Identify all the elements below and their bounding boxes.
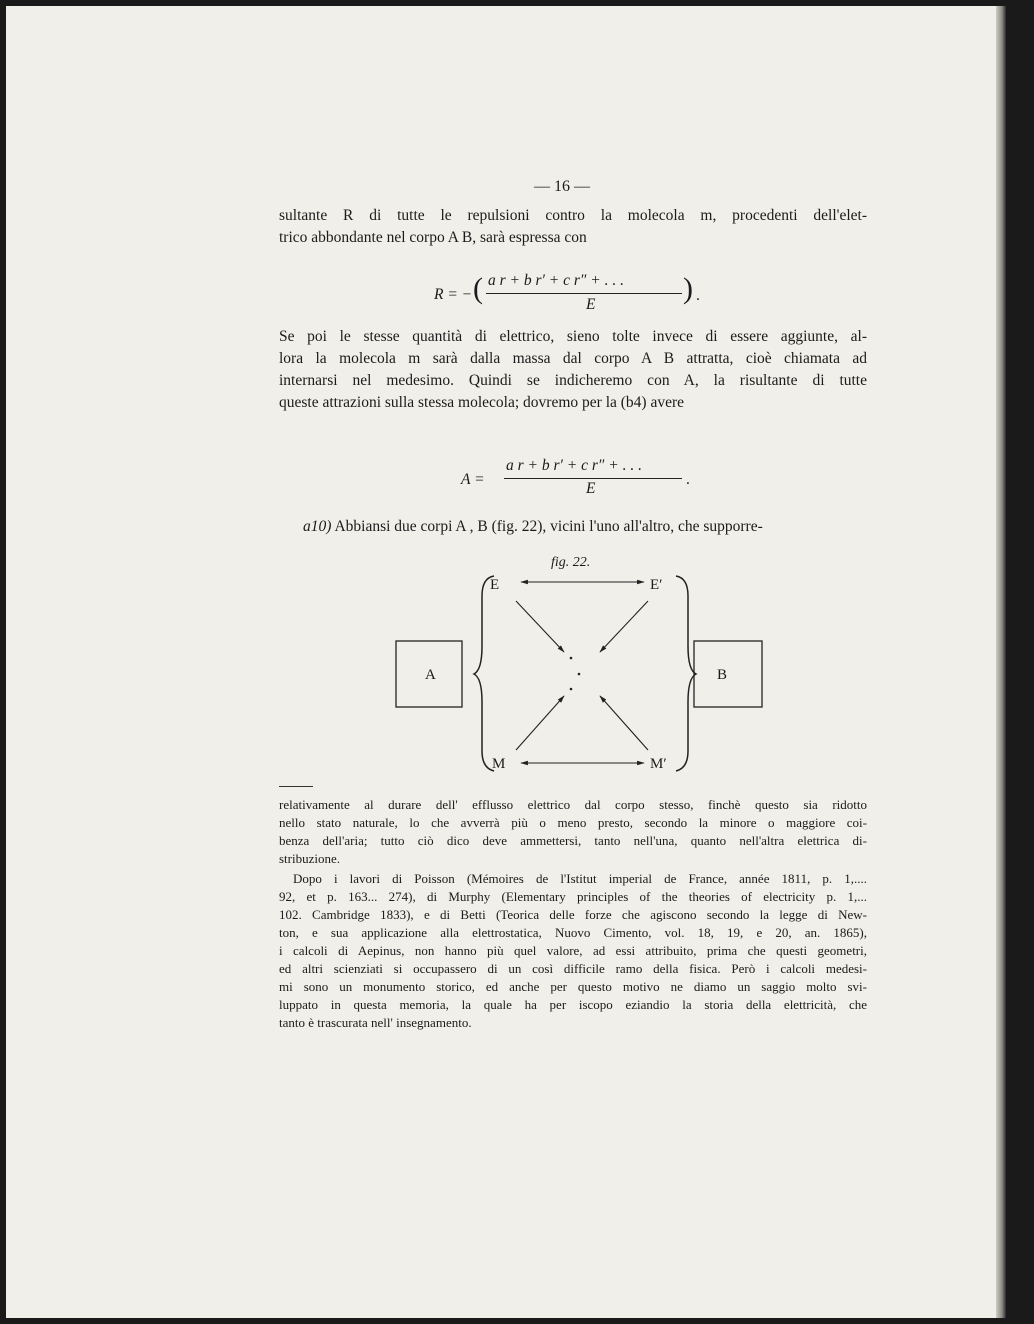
footnote-line: luppato in questa memoria, la quale ha per iscopo eziandio la storia della elettricità, che [279,997,867,1012]
text-line: lora la molecola m sarà dalla massa dal corpo A B attratta, cioè chiamata ad [279,350,867,367]
fraction-bar [504,478,682,479]
formula-period: . [696,287,700,304]
text-line: internarsi nel medesimo. Quindi se indicheremo con A, la risultante di tutte [279,372,867,389]
label-E: E [490,577,500,593]
right-brace [676,576,696,771]
footnote-line: ed altri scienziati si occupassero di un così difficile ramo della fisica. Però i calcoli medesi- [279,961,867,976]
label-A: A [425,667,436,683]
formula-numerator: a r + b r′ + c r″ + . . . [488,272,624,289]
section-text: Abbiansi due corpi A , B (fig. 22), vicini l'uno all'altro, che supporre- [334,518,763,535]
left-paren: ( [473,272,483,305]
text-line: sultante R di tutte le repulsioni contro la molecola m, procedenti dell'elet- [279,207,867,224]
text-line: Se poi le stesse quantità di elettrico, sieno tolte invece di essere aggiunte, al- [279,328,867,345]
body-B [694,641,762,707]
center-dot [570,657,573,660]
label-E-prime: E′ [650,577,663,593]
footnote-line: benza dell'aria; tutto ciò dico deve ammettersi, tanto nell'una, quanto nell'altra elettrica di- [279,833,867,848]
footnote-line: relativamente al durare dell' efflusso elettrico dal corpo stesso, finchè questo sia ridotto [279,797,867,812]
footnote-line: 102. Cambridge 1833), e di Betti (Teorica delle forze che agiscono secondo la legge di New- [279,907,867,922]
footnote-line: ton, e sua applicazione alla elettrostatica, Nuovo Cimento, vol. 18, 19, e 20, an. 1865), [279,925,867,940]
book-page [6,6,996,1318]
figure-diagram [386,546,786,776]
fraction-bar [486,293,682,294]
page-edge [996,6,1006,1318]
center-dot [578,673,581,676]
formula-denominator: E [586,296,596,313]
section-label: a10) [303,518,332,535]
diagonal-E-prime [600,601,648,652]
formula-lhs: A = [461,471,485,488]
footnote-line: mi sono un monumento storico, ed anche per questo motivo ne diamo un saggio molto svi- [279,979,867,994]
formula-denominator: E [586,480,596,497]
label-M: M [492,756,506,772]
diagonal-E [516,601,564,652]
figure-22 [386,546,786,776]
footnote-line: nello stato naturale, lo che avverrà più o meno presto, secondo la minore o maggiore coi- [279,815,867,830]
text-line: queste attrazioni sulla stessa molecola; dovremo per la (b4) avere [279,394,684,411]
text-line: trico abbondante nel corpo A B, sarà espressa con [279,229,587,246]
footnote-line: Dopo i lavori di Poisson (Mémoires de l'Istitut imperial de France, année 1811, p. 1,.... [293,871,867,886]
diagonal-M [516,696,564,750]
formula-lhs: R = − [434,286,473,303]
formula-numerator: a r + b r′ + c r″ + . . . [506,457,642,474]
footnote-line: stribuzione. [279,851,341,866]
label-B: B [717,667,728,683]
footnote-line: tanto è trascurata nell' insegnamento. [279,1015,472,1030]
footnote-line: 92, et p. 163... 274), di Murphy (Elementary principles of the theories of electricity p. 1,... [279,889,867,904]
right-paren: ) [683,272,693,305]
center-dot [570,688,573,691]
diagonal-M-prime [600,696,648,750]
left-brace [474,576,494,771]
label-M-prime: M′ [650,756,667,772]
figure-caption: fig. 22. [551,555,591,570]
formula-period: . [686,471,690,488]
footnote-rule [279,786,313,787]
page-number: — 16 — [534,178,590,195]
footnote-line: i calcoli di Aepinus, non hanno più quel valore, ad essi attribuito, prima che questi geometri, [279,943,867,958]
text-line [303,517,867,537]
